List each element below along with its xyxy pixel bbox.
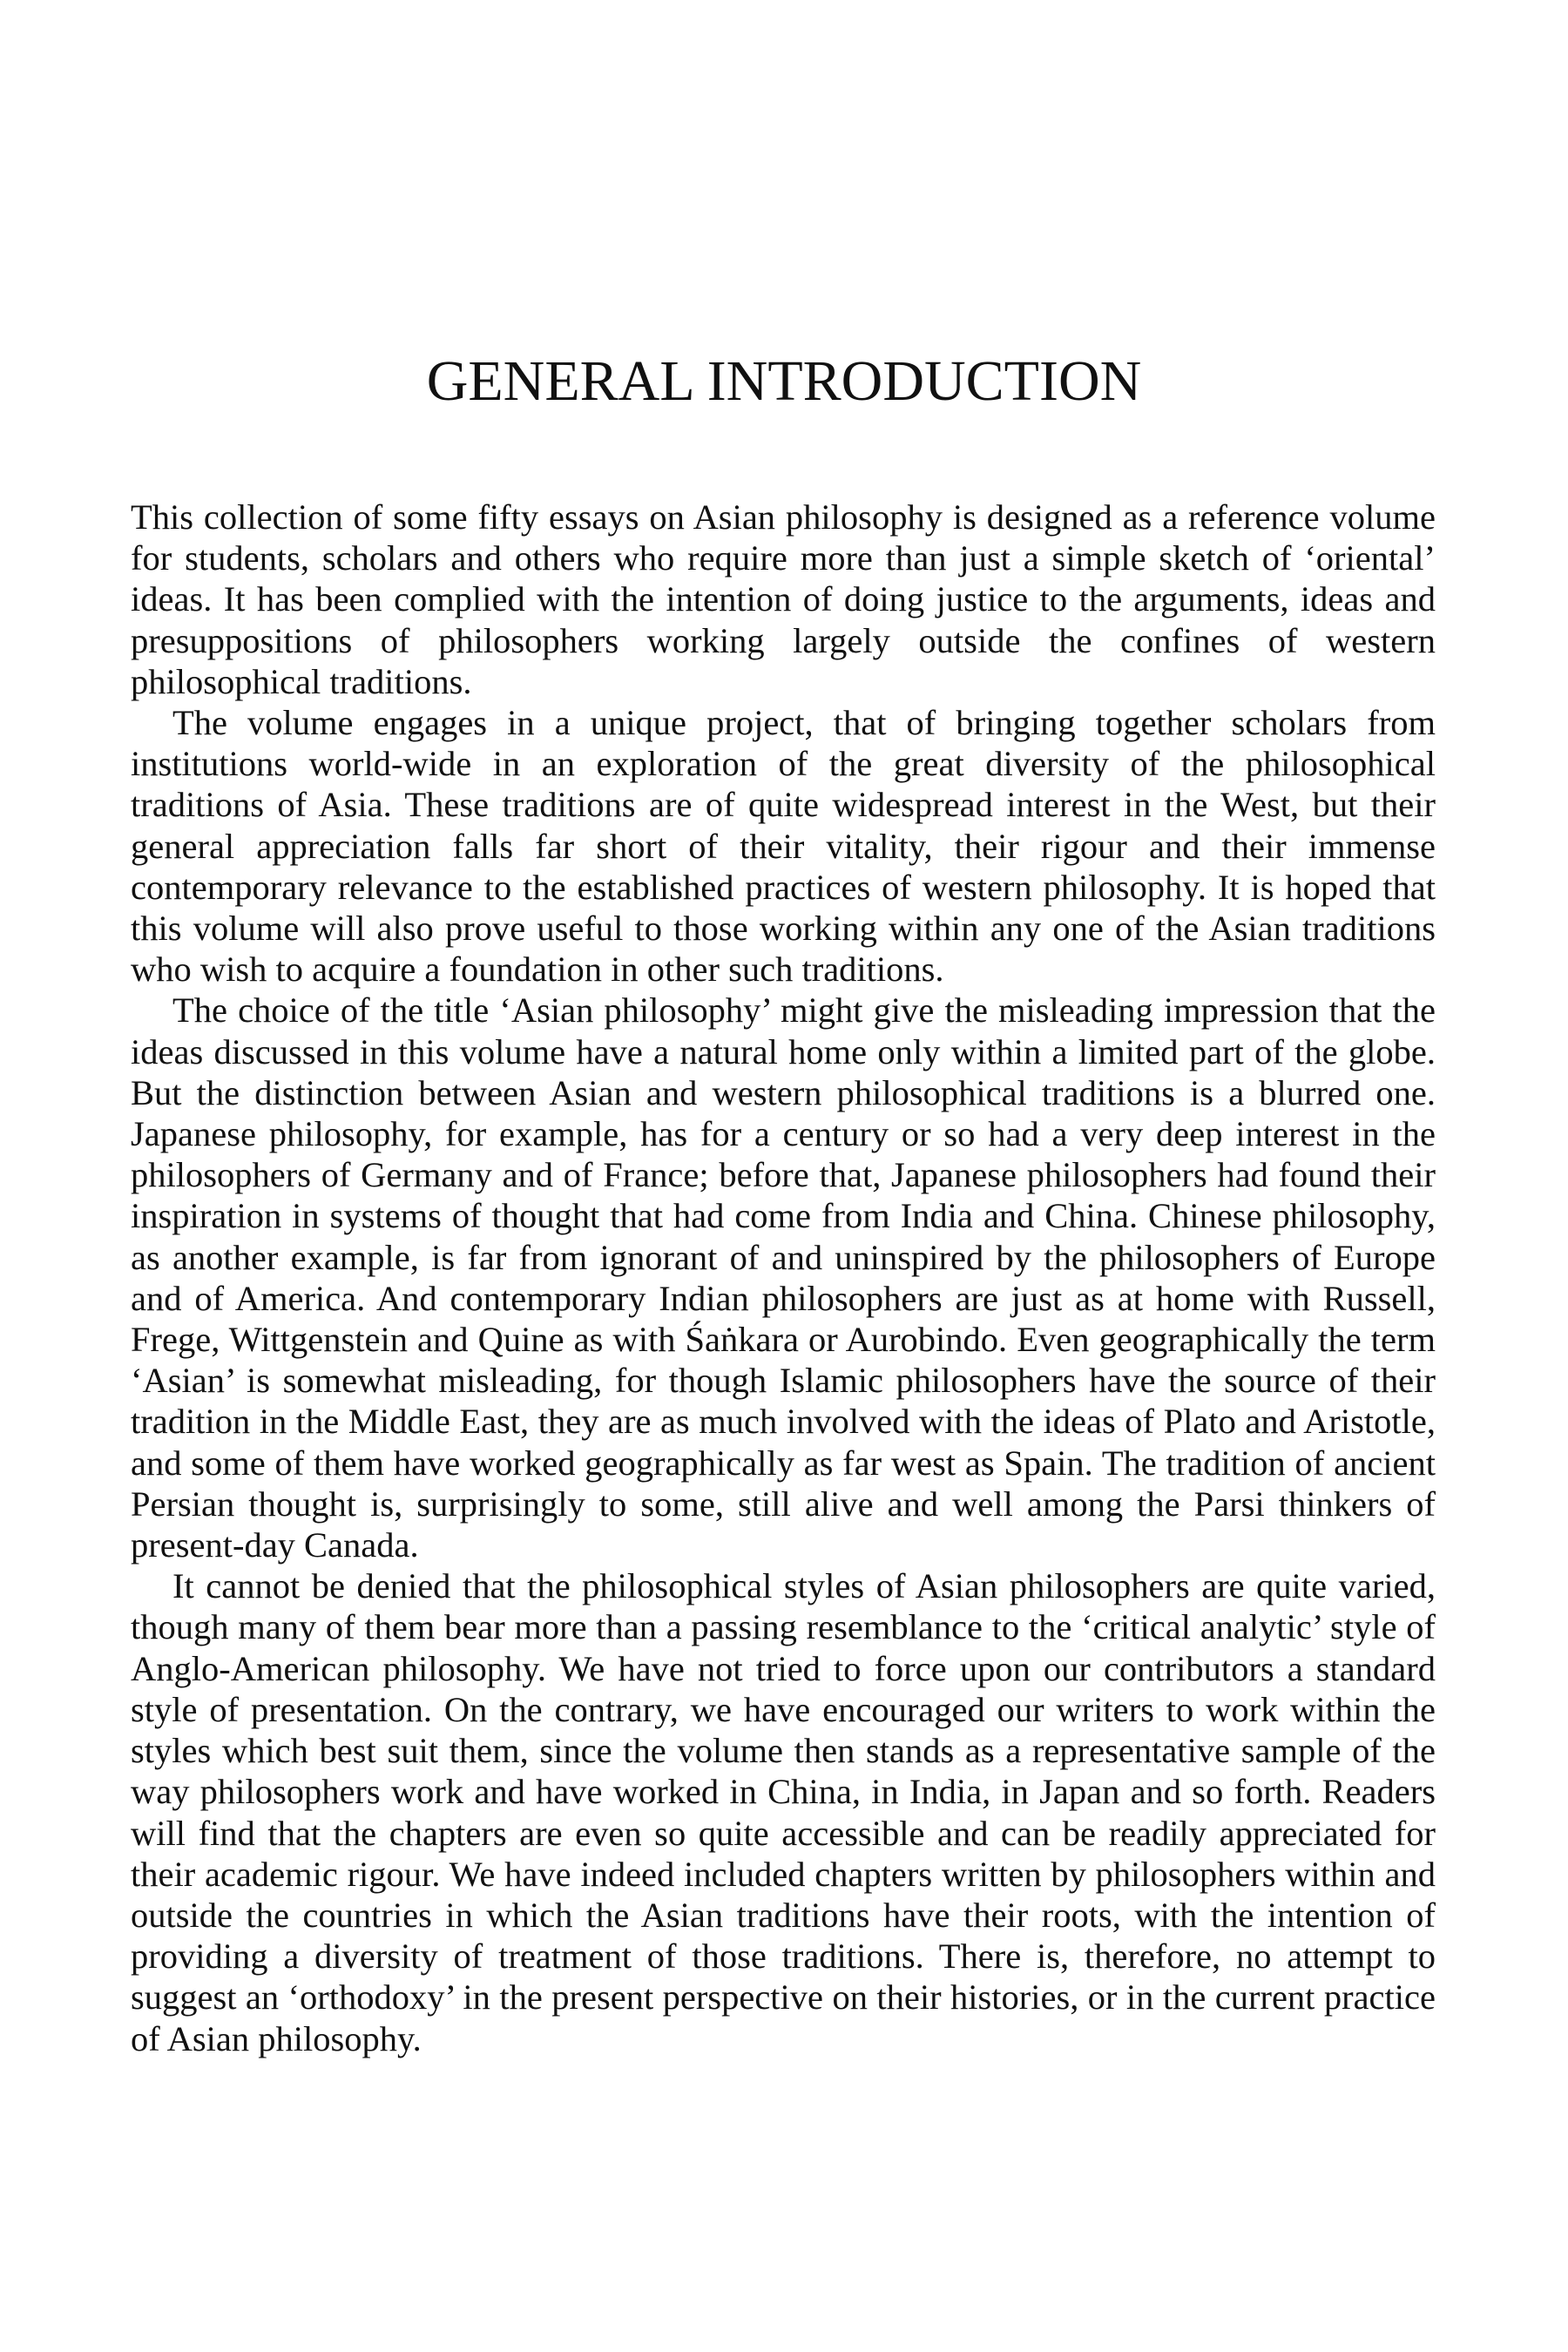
paragraph-1: This collection of some fifty essays on Asian philosophy is designed as a reference volume for students, scholars and others who require more than just a simple sketch of ‘oriental’ ideas. It has been complied with the intention of doing justice to the arguments, ideas and presuppositions of philosophers working largely outside the confines of western philosophical traditions. — [131, 497, 1436, 701]
paragraph-3: The choice of the title ‘Asian philosophy’ might give the misleading impression that the ideas discussed in this volume have a natural home only within a limited part of the globe. But the distinction between Asian and western philosophical traditions is a blurred one. Japanese philosophy, for example, has for a century or so had a very deep interest in the philosophers of Germany and of France; before that, Japanese philosophers had found their inspiration in systems of thought that had come from India and China. Chinese philosophy, as another example, is far from ignorant of and uninspired by the philosophers of Europe and of America. And contemporary Indian philosophers are just as at home with Russell, Frege, Wittgenstein and Quine as with Śaṅkara or Aurobindo. Even geographically the term ‘Asian’ is somewhat misleading, for though Islamic philosophers have the source of their tradition in the Middle East, they are as much involved with the ideas of Plato and Aristotle, and some of them have worked geographically as far west as Spain. The tradition of ancient Persian thought is, surprisingly to some, still alive and well among the Parsi thinkers of present-day Canada. — [131, 990, 1436, 1565]
paragraph-4: It cannot be denied that the philosophical styles of Asian philosophers are quite varied, though many of them bear more than a passing resemblance to the ‘critical analytic’ style of Anglo-American philosophy. We have not tried to force upon our contributors a standard style of presentation. On the contrary, we have encouraged our writers to work within the styles which best suit them, since the volume then stands as a representative sample of the way philosophers work and have worked in China, in India, in Japan and so forth. Readers will find that the chapters are even so quite accessible and can be readily appreciated for their academic rigour. We have indeed included chapters written by philosophers within and outside the countries in which the Asian traditions have their roots, with the intention of providing a diversity of treatment of those traditions. There is, therefore, no attempt to suggest an ‘orthodoxy’ in the present perspective on their histories, or in the current practice of Asian philosophy. — [131, 1566, 1436, 2058]
body-text — [131, 497, 1436, 2059]
page-title: GENERAL INTRODUCTION — [426, 349, 1142, 413]
paragraph-2: The volume engages in a unique project, that of bringing together scholars from institutions world-wide in an exploration of the great diversity of the philosophical traditions of Asia. These traditions are of quite widespread interest in the West, but their general appreciation falls far short of their vitality, their rigour and their immense contemporary relevance to the established practices of western philosophy. It is hoped that this volume will also prove useful to those working within any one of the Asian traditions who wish to acquire a foundation in other such traditions. — [131, 703, 1436, 990]
